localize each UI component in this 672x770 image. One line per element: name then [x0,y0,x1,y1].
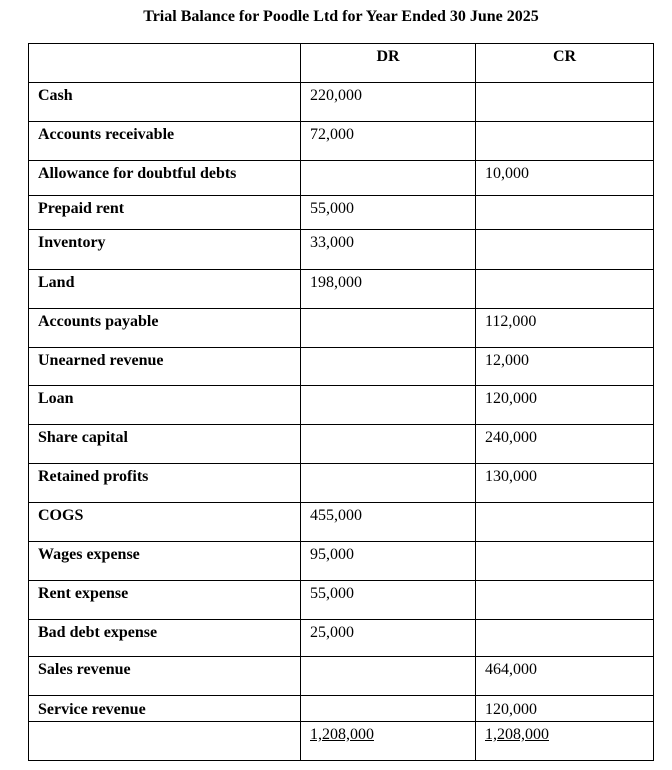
account-name: Service revenue [29,696,301,722]
account-name: Rent expense [29,581,301,620]
account-name: Wages expense [29,542,301,581]
debit-amount: 33,000 [301,230,476,270]
debit-amount [301,657,476,696]
account-name: Sales revenue [29,657,301,696]
header-row [29,44,654,83]
credit-amount: 112,000 [476,309,654,348]
debit-amount: 198,000 [301,270,476,309]
table-row [29,657,654,696]
table-row [29,386,654,425]
debit-amount: 55,000 [301,581,476,620]
table-row [29,196,654,230]
table-row [29,122,654,161]
total-debit: 1,208,000 [301,722,476,761]
table-row [29,83,654,122]
table-row [29,696,654,722]
account-name: Unearned revenue [29,348,301,386]
debit-amount: 25,000 [301,620,476,657]
credit-amount: 120,000 [476,696,654,722]
credit-amount: 240,000 [476,425,654,464]
debit-amount [301,348,476,386]
credit-amount [476,230,654,270]
debit-amount [301,696,476,722]
table-row [29,270,654,309]
debit-amount: 72,000 [301,122,476,161]
account-name: Inventory [29,230,301,270]
table-row [29,581,654,620]
credit-amount [476,542,654,581]
credit-amount: 12,000 [476,348,654,386]
table-row [29,309,654,348]
table-row [29,464,654,503]
account-name: Share capital [29,425,301,464]
debit-amount [301,161,476,196]
credit-amount [476,270,654,309]
account-name: Prepaid rent [29,196,301,230]
credit-amount [476,83,654,122]
debit-amount [301,309,476,348]
debit-amount: 95,000 [301,542,476,581]
trial-balance-table [28,43,654,761]
document-title: Trial Balance for Poodle Ltd for Year Ended 30 June 2025 [143,8,539,25]
credit-amount [476,122,654,161]
table-row [29,620,654,657]
debit-amount [301,464,476,503]
account-name: Allowance for doubtful debts [29,161,301,196]
header-account [29,44,301,83]
table-row [29,230,654,270]
table-row [29,542,654,581]
account-name: Bad debt expense [29,620,301,657]
credit-amount: 120,000 [476,386,654,425]
credit-amount: 10,000 [476,161,654,196]
credit-amount [476,620,654,657]
account-name: COGS [29,503,301,542]
credit-amount [476,196,654,230]
credit-amount [476,581,654,620]
table-row [29,503,654,542]
table-row [29,348,654,386]
debit-amount [301,425,476,464]
account-name: Accounts payable [29,309,301,348]
debit-amount [301,386,476,425]
account-name: Accounts receivable [29,122,301,161]
table-row [29,425,654,464]
table-row [29,161,654,196]
debit-amount: 455,000 [301,503,476,542]
header-dr: DR [301,44,476,83]
total-credit: 1,208,000 [476,722,654,761]
account-name: Land [29,270,301,309]
totals-label [29,722,301,761]
account-name: Cash [29,83,301,122]
totals-row [29,722,654,761]
account-name: Loan [29,386,301,425]
debit-amount: 55,000 [301,196,476,230]
account-name: Retained profits [29,464,301,503]
credit-amount: 130,000 [476,464,654,503]
credit-amount [476,503,654,542]
credit-amount: 464,000 [476,657,654,696]
header-cr: CR [476,44,654,83]
debit-amount: 220,000 [301,83,476,122]
